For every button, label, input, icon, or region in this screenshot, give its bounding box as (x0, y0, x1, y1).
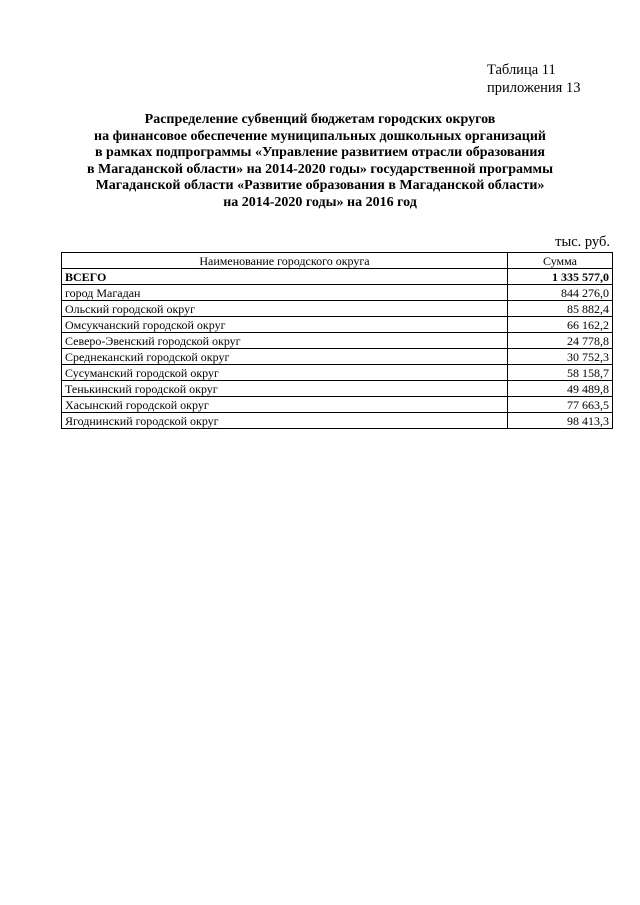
title-line: Распределение субвенций бюджетам городских округов (144, 112, 496, 127)
district-name: Ольский городской округ (62, 301, 508, 317)
table-row (62, 333, 613, 349)
district-sum: 49 489,8 (508, 381, 613, 397)
appendix-number: приложения 13 (487, 80, 581, 96)
table-row (62, 397, 613, 413)
district-name: Тенькинский городской округ (62, 381, 508, 397)
title-line: в Магаданской области» на 2014-2020 годы» государственной программы (86, 161, 554, 177)
title-line: Магаданской области «Развитие образования в Магаданской области» (95, 178, 545, 194)
district-name: Омсукчанский городской округ (62, 317, 508, 333)
table-row (62, 285, 613, 301)
appendix-table-number: Таблица 11 (487, 62, 556, 78)
table-total-row (62, 269, 613, 285)
district-name: город Магадан (62, 285, 508, 301)
district-name: Ягоднинский городской округ (62, 413, 508, 429)
district-sum: 77 663,5 (508, 397, 613, 413)
appendix-reference (487, 61, 580, 97)
table-row (62, 317, 613, 333)
table-row (62, 349, 613, 365)
title-line: на 2014-2020 годы» на 2016 год (223, 194, 417, 210)
district-name: Сусуманский городской округ (62, 365, 508, 381)
table-row (62, 381, 613, 397)
table-row (62, 301, 613, 317)
district-sum: 844 276,0 (508, 285, 613, 301)
unit-label: тыс. руб. (555, 234, 610, 250)
district-sum: 24 778,8 (508, 333, 613, 349)
column-header-name: Наименование городского округа (62, 253, 508, 269)
district-sum: 58 158,7 (508, 365, 613, 381)
total-sum: 1 335 577,0 (508, 269, 613, 285)
district-sum: 98 413,3 (508, 413, 613, 429)
table-row (62, 365, 613, 381)
title-line: на финансовое обеспечение муниципальных дошкольных организаций (94, 128, 546, 144)
district-name: Среднеканский городской округ (62, 349, 508, 365)
table-header-row (62, 253, 613, 269)
table-row (62, 413, 613, 429)
subsidy-table (61, 252, 613, 429)
district-name: Хасынский городской округ (62, 397, 508, 413)
column-header-sum: Сумма (508, 253, 613, 269)
district-name: Северо-Эвенский городской округ (62, 333, 508, 349)
document-title (40, 112, 600, 212)
total-label: ВСЕГО (62, 269, 508, 285)
title-line: в рамках подпрограммы «Управление развитием отрасли образования (94, 145, 546, 161)
district-sum: 85 882,4 (508, 301, 613, 317)
district-sum: 30 752,3 (508, 349, 613, 365)
district-sum: 66 162,2 (508, 317, 613, 333)
